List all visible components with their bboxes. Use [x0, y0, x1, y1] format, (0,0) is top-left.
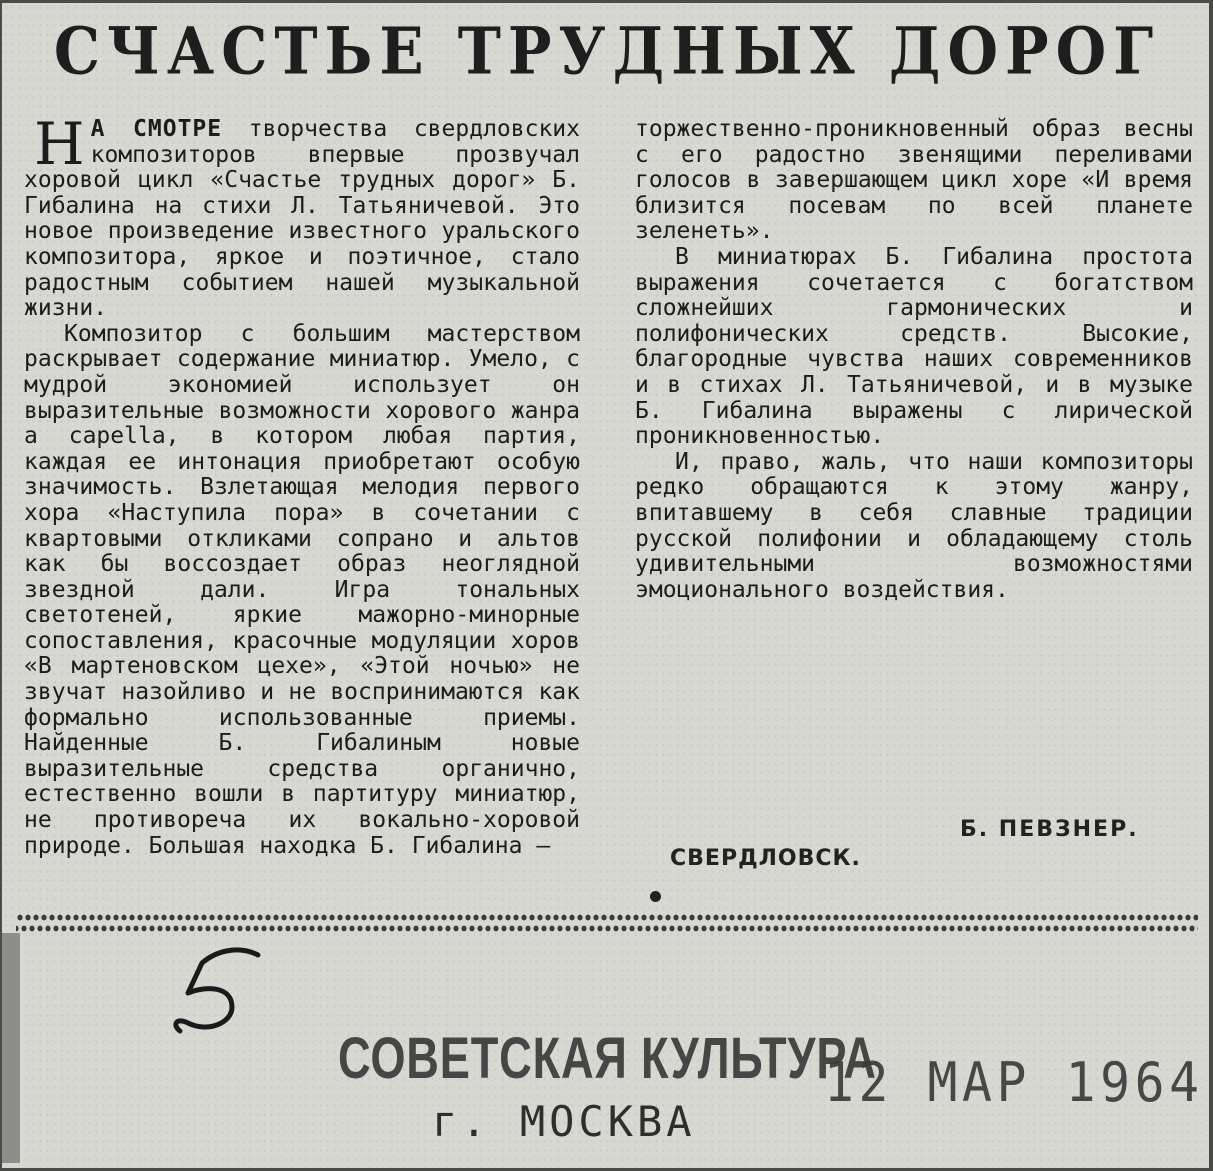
newspaper-clipping — [2, 3, 1209, 1168]
article-paragraph-4: И, право, жаль, что наши композиторы редко обращаются к этому жанру, впитавшему в себя славные традиции русской полифонии и обладающему столь удивительными возможностями эмоционального воздействия. — [635, 448, 1193, 603]
ink-dot — [650, 891, 661, 902]
city-dateline: СВЕРДЛОВСК. — [670, 846, 861, 871]
paragraph-1-text: творчества свердловских композиторов впервые прозвучал хоровой цикл «Счастье трудных дорог» Б. Гибалина на стихи Л. Татьяничевой. Это новое произведение известного уральского композитора, яркое и поэтичное, стало радостным событием нашей музыкальной жизни. — [24, 116, 580, 322]
article-paragraph-2-continued: торжественно-проникновенный образ весны с его радостно звенящими переливами голосов в завершающем цикл хоре «И время близится посевам по всей планете зеленеть». — [635, 116, 1193, 245]
author-byline: Б. ПЕВЗНЕР. — [960, 817, 1139, 842]
article-column-right — [635, 117, 1193, 603]
article-paragraph-3: В миниатюрах Б. Гибалина простота выражения сочетается с богатством сложнейших гармонических и полифонических средств. Высокие, благородные чувства наших современников и в стихах Л. Татьяничевой, и в музыке Б. Гибалина выражены с лирической проникновенностью. — [635, 243, 1193, 450]
drop-cap: Н — [34, 110, 85, 178]
torn-margin — [2, 933, 20, 1163]
article-column-left — [24, 110, 580, 859]
perforated-edge — [16, 913, 1198, 935]
article-paragraph-2: Композитор с большим мастерством раскрывает содержание миниатюр. Умело, с мудрой экономией использует он выразительные возможности хорового жанра a capella, в котором любая партия, каждая ее интонация приобретают особую значимость. Взлетающая мелодия первого хора «Наступила пора» в сочетании с квартовыми откликами сопрано и альтов как бы воссоздает образ неоглядной звездной дали. Игра тональных светотеней, яркие мажорно-минорные сопоставления, красочные модуляции хоров «В мартеновском цехе», «Этой ночью» не звучат назойливо и не воспринимаются как формально использованные приемы. Найденные Б. Гибалиным новые выразительные средства органично, естественно вошли в партитуру миниатюр, не противореча их вокально-хоровой природе. Большая находка Б. Гибалина — — [24, 320, 580, 859]
city-stamp: г. МОСКВА — [432, 1097, 696, 1146]
article-headline: СЧАСТЬЕ ТРУДНЫХ ДОРОГ — [53, 12, 1161, 90]
newspaper-name-stamp: СОВЕТСКАЯ КУЛЬТУРА — [338, 1026, 877, 1091]
article-paragraph-1 — [24, 110, 580, 322]
date-stamp: 12 МАР 1964 — [824, 1051, 1204, 1114]
handwritten-number-five — [162, 941, 272, 1051]
lead-words: А СМОТРЕ — [90, 116, 223, 142]
